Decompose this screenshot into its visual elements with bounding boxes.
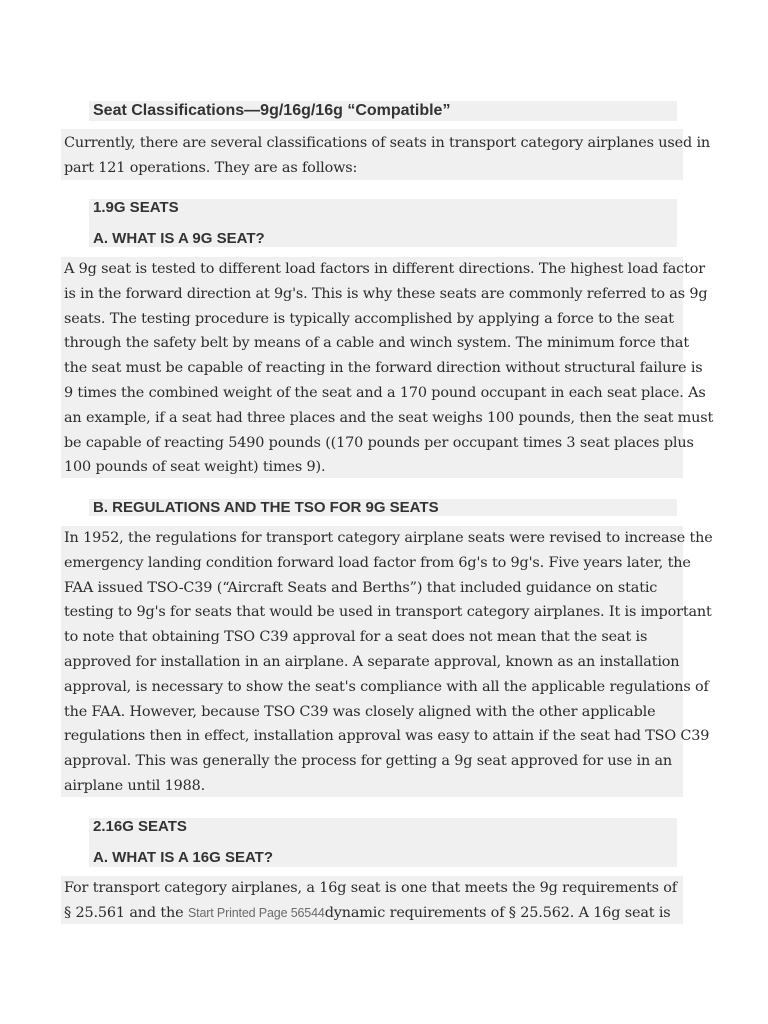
paragraph-line: is in the forward direction at 9g's. This is why these seats are commonly referred to as 9g: [64, 285, 708, 302]
intro-line: part 121 operations. They are as follows:: [64, 159, 358, 176]
subsection-2a-paragraph: [61, 876, 683, 924]
section-2-heading: 2.16G SEATS: [93, 818, 187, 835]
paragraph-line: seats. The testing procedure is typically accomplished by applying a force to the seat: [64, 310, 674, 327]
paragraph-line: approval. This was generally the process for getting a 9g seat approved for use in an: [64, 753, 673, 770]
paragraph-line: 100 pounds of seat weight) times 9).: [64, 459, 326, 476]
printed-page-marker[interactable]: Start Printed Page 56544: [187, 905, 325, 920]
citation-continuation: dynamic requirements of § 25.562. A 16g seat is: [324, 904, 671, 921]
paragraph-line: the seat must be capable of reacting in the forward direction without structural failure is: [64, 360, 703, 377]
section-2-heading-block: [89, 818, 677, 867]
paragraph-line: to note that obtaining TSO C39 approval for a seat does not mean that the seat is: [64, 629, 648, 646]
paragraph-line: be capable of reacting 5490 pounds ((170 pounds per occupant times 3 seat places plus: [64, 434, 694, 451]
paragraph-line: emergency landing condition forward load factor from 6g's to 9g's. Five years later, the: [64, 554, 691, 571]
citation-text: § 25.561 and the: [64, 904, 188, 921]
paragraph-line: airplane until 1988.: [64, 777, 206, 794]
paragraph-line: [64, 901, 680, 926]
section-title: [89, 101, 677, 121]
paragraph-line: approval, is necessary to show the seat's compliance with all the applicable regulations of: [64, 678, 709, 695]
paragraph-line: regulations then in effect, installation approval was easy to attain if the seat had TSO C39: [64, 728, 710, 745]
intro-paragraph: [61, 129, 711, 180]
section-title-text: Seat Classifications—9g/16g/16g “Compatible”: [93, 102, 451, 119]
paragraph-line: 9 times the combined weight of the seat and a 170 pound occupant in each seat place. As: [64, 384, 706, 401]
subsection-2a-heading: A. WHAT IS A 16G SEAT?: [93, 849, 274, 866]
subsection-1a-paragraph: [61, 257, 714, 478]
paragraph-line: an example, if a seat had three places and the seat weighs 100 pounds, then the seat must: [64, 409, 714, 426]
paragraph-line: through the safety belt by means of a cable and winch system. The minimum force that: [64, 335, 689, 352]
paragraph-line: approved for installation in an airplane. A separate approval, known as an installation: [64, 653, 680, 670]
paragraph-line: In 1952, the regulations for transport category airplane seats were revised to increase the: [64, 530, 713, 546]
subsection-1a-heading: A. WHAT IS A 9G SEAT?: [93, 230, 265, 247]
intro-line: Currently, there are several classifications of seats in transport category airplanes used in: [64, 135, 711, 151]
paragraph-line: FAA issued TSO-C39 (“Aircraft Seats and Berths”) that included guidance on static: [64, 579, 658, 596]
paragraph-line: For transport category airplanes, a 16g seat is one that meets the 9g requirements of: [64, 880, 677, 896]
subsection-1b-heading: B. REGULATIONS AND THE TSO FOR 9G SEATS: [93, 499, 439, 516]
section-1-heading-block: [89, 199, 677, 247]
section-1-heading: 1.9G SEATS: [93, 199, 179, 216]
paragraph-line: the FAA. However, because TSO C39 was closely aligned with the other applicable: [64, 703, 656, 720]
paragraph-line: A 9g seat is tested to different load factors in different directions. The highest load factor: [64, 261, 705, 277]
paragraph-line: testing to 9g's for seats that would be used in transport category airplanes. It is important: [64, 604, 712, 621]
subsection-1b-paragraph: [61, 526, 713, 797]
subsection-1b-heading-block: [89, 499, 677, 516]
